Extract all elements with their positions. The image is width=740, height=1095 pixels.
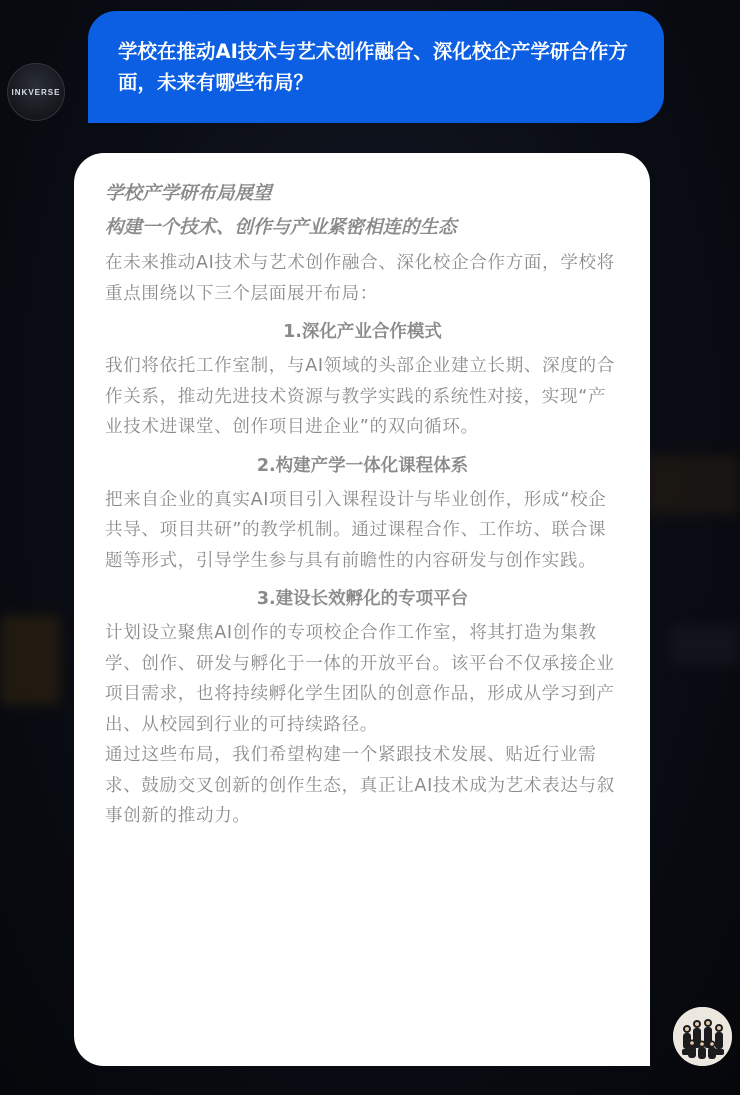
avatar-logo-text: INKVERSE [11, 87, 61, 97]
assistant-message-card [74, 153, 650, 1066]
section-body-1: 我们将依托工作室制，与AI领域的头部企业建立长期、深度的合作关系，推动先进技术资源与教学实践的系统性对接，实现“产业技术进课堂、创作项目进企业”的双向循环。 [105, 356, 615, 437]
answer-heading-secondary: 构建一个技术、创作与产业紧密相连的生态 [105, 217, 457, 238]
section-body-2: 把来自企业的真实AI项目引入课程设计与毕业创作，形成“校企共导、项目共研”的教学机制。通过课程合作、工作坊、联合课题等形式，引导学生参与具有前瞻性的内容研发与创作实践。 [105, 489, 607, 571]
user-avatar[interactable] [7, 63, 65, 121]
background-blur-right-lower [670, 625, 740, 665]
answer-intro: 在未来推动AI技术与艺术创作融合、深化校企合作方面，学校将重点围绕以下三个层面展开布局： [105, 253, 615, 304]
assistant-avatar[interactable] [673, 1007, 732, 1066]
section-title-3: 3.建设长效孵化的专项平台 [256, 589, 469, 609]
section-title-2: 2.构建产学一体化课程体系 [256, 455, 469, 476]
background-blur-right [645, 455, 740, 515]
section-title-1: 1.深化产业合作模式 [283, 322, 442, 342]
answer-heading-primary: 学校产学研布局展望 [105, 183, 272, 204]
background-blur-left [0, 615, 60, 705]
group-photo-icon [673, 1007, 732, 1066]
user-message-bubble [88, 11, 664, 123]
answer-conclusion: 通过这些布局，我们希望构建一个紧跟技术发展、贴近行业需求、鼓励交叉创新的创作生态，真正让AI技术成为艺术表达与叙事创新的推动力。 [105, 745, 615, 826]
section-body-3: 计划设立聚焦AI创作的专项校企合作工作室，将其打造为集教学、创作、研发与孵化于一体的开放平台。该平台不仅承接企业项目需求，也将持续孵化学生团队的创意作品，形成从学习到产出、从校园到行业的可持续路径。 [105, 623, 615, 735]
user-question-text: 学校在推动AI技术与艺术创作融合、深化校企产学研合作方面，未来有哪些布局？ [118, 40, 628, 94]
